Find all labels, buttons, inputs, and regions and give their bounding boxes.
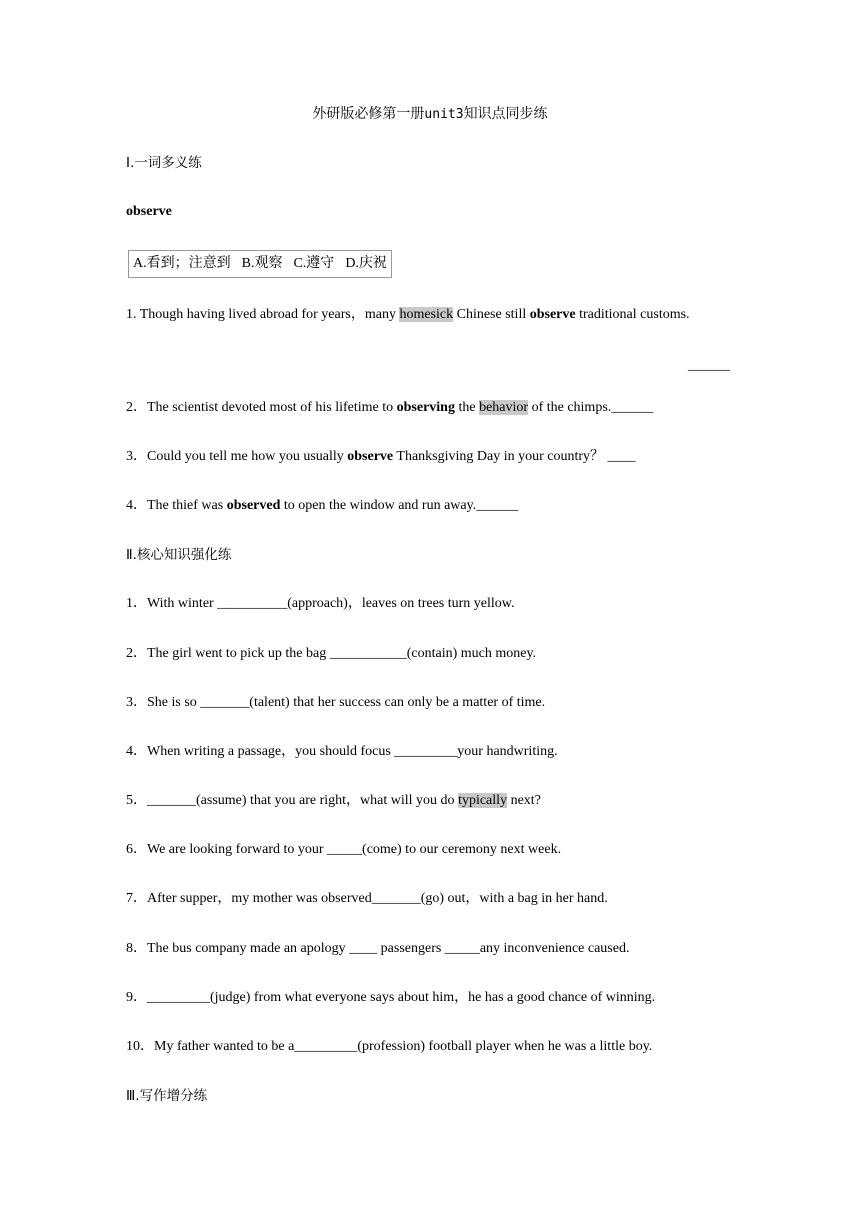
question-text: 4．The thief was — [126, 498, 227, 513]
target-word-text: observe — [126, 204, 172, 219]
question-1-2 — [126, 398, 653, 418]
answer-blank-1-2[interactable]: ______ — [611, 400, 654, 415]
question-1-3 — [126, 447, 636, 467]
option-c: C.遵守 — [293, 256, 335, 271]
question-text: Thanksgiving Day in your country？ — [393, 449, 605, 464]
highlighted-word: homesick — [399, 307, 454, 322]
bold-keyword: observed — [226, 498, 281, 513]
option-a: A.看到；注意到 — [133, 256, 231, 271]
question-2-7: 7．After supper，my mother was observed_______(go) out，with a bag in her hand. — [126, 891, 608, 906]
section-heading-2: Ⅱ.核心知识强化练 — [126, 547, 232, 563]
question-2-5 — [126, 791, 541, 811]
section-heading-3: Ⅲ.写作增分练 — [126, 1088, 208, 1104]
question-text: to open the window and run away. — [280, 498, 477, 513]
question-2-2: 2．The girl went to pick up the bag ___________(contain) much money. — [126, 646, 537, 661]
bold-keyword: observe — [347, 449, 394, 464]
question-text: 5．_______(assume) that you are right，what will you do — [126, 793, 459, 808]
question-2-10: 10．My father wanted to be a_________(profession) football player when he was a little boy. — [126, 1039, 653, 1054]
question-1-1 — [126, 305, 690, 325]
question-1-4 — [126, 496, 518, 516]
answer-blank-1-1[interactable]: ______ — [688, 358, 730, 373]
answer-blank-1-3[interactable]: ____ — [607, 449, 636, 464]
highlighted-word: behavior — [479, 400, 529, 415]
option-b: B.观察 — [241, 256, 283, 271]
question-text: 2．The scientist devoted most of his lifetime to — [126, 400, 397, 415]
question-text: Chinese still — [453, 307, 530, 322]
option-d: D.庆祝 — [345, 256, 387, 271]
question-2-3: 3．She is so _______(talent) that her success can only be a matter of time. — [126, 695, 546, 710]
question-text: next? — [507, 793, 541, 808]
title-prefix: 外研版必修第一册 — [312, 107, 425, 122]
page-title — [0, 105, 860, 125]
highlighted-word: typically — [458, 793, 508, 808]
target-word — [126, 202, 172, 222]
options-box — [128, 250, 392, 278]
question-text: 3．Could you tell me how you usually — [126, 449, 348, 464]
section-heading-1: Ⅰ.一词多义练 — [126, 155, 202, 171]
bold-keyword: observe — [529, 307, 576, 322]
question-2-6: 6．We are looking forward to your _____(come) to our ceremony next week. — [126, 842, 562, 857]
question-2-4: 4．When writing a passage，you should focus _________your handwriting. — [126, 744, 558, 759]
question-text: traditional customs. — [575, 307, 690, 322]
question-text: the — [454, 400, 480, 415]
title-suffix: 知识点同步练 — [463, 107, 548, 122]
bold-keyword: observing — [396, 400, 455, 415]
question-text: of the chimps. — [528, 400, 612, 415]
question-2-9: 9．_________(judge) from what everyone says about him，he has a good chance of winning. — [126, 990, 656, 1005]
answer-blank-1-4[interactable]: ______ — [476, 498, 519, 513]
question-2-8: 8．The bus company made an apology ____ passengers _____any inconvenience caused. — [126, 941, 630, 956]
question-text: 1. Though having lived abroad for years，many — [126, 307, 400, 322]
title-code: unit3 — [424, 107, 464, 122]
question-2-1: 1．With winter __________(approach)，leaves on trees turn yellow. — [126, 596, 515, 611]
